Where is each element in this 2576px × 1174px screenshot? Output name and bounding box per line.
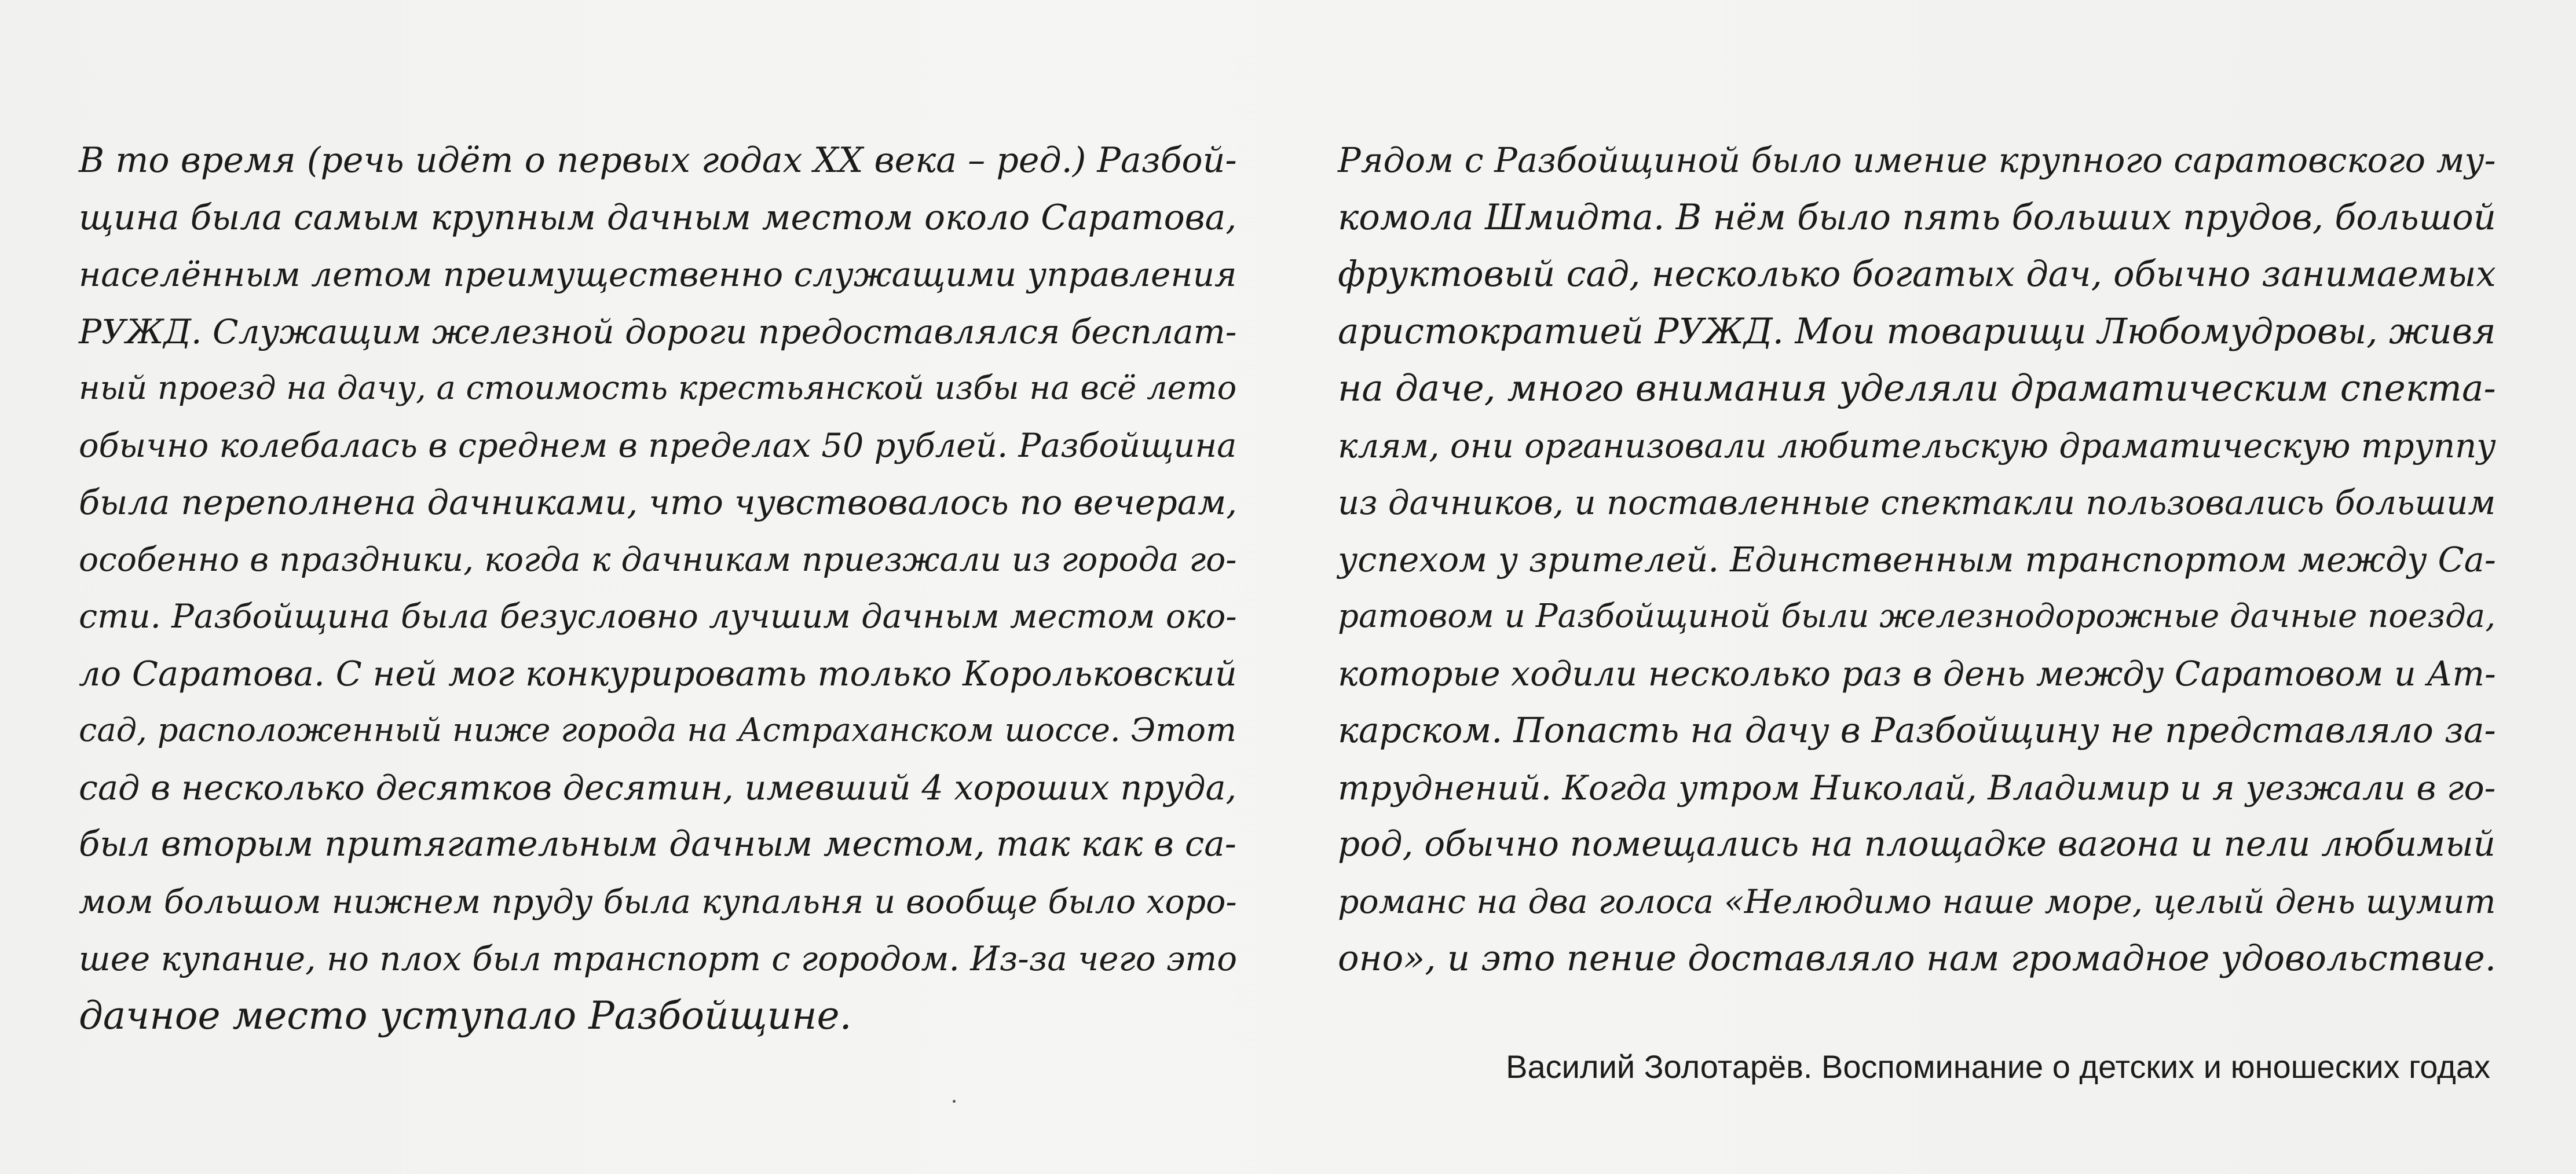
text-line: сад в несколько десятков десятин, имевший 4 хороших пруда, [79,767,1237,808]
text-line: карском. Попасть на дачу в Разбойщину не представляло за- [1338,710,2496,751]
text-line: сти. Разбойщина была безусловно лучшим дачным местом око- [79,597,1237,636]
source-caption: Василий Золотарёв. Воспоминание о детских и юношеских годах [1506,1048,2490,1085]
text-line: была переполнена дачниками, что чувствовалось по вечерам, [79,482,1238,522]
text-line: щина была самым крупным дачным местом около Саратова, [79,197,1237,238]
text-line: мом большом нижнем пруду была купальня и вообще было хоро- [79,882,1237,921]
text-line: клям, они организовали любительскую драматическую труппу [1338,425,2496,465]
text-line: особенно в праздники, когда к дачникам приезжали из города го- [79,540,1237,579]
text-line: РУЖД. Служащим железной дороги предоставлялся бесплат- [79,311,1237,351]
text-line: В то время (речь идёт о первых годах XX века – ред.) Разбой- [79,140,1237,181]
text-line: Рядом с Разбойщиной было имение крупного саратовского му- [1338,140,2496,180]
right-text-column [1338,132,2502,988]
text-line: комола Шмидта. В нём было пять больших прудов, большой [1338,197,2496,238]
text-line: на даче, много внимания уделяли драматическим спекта- [1338,367,2496,409]
text-line: населённым летом преимущественно служащими управления [79,255,1237,294]
left-text-column [79,132,1243,1044]
text-line: романс на два голоса «Нелюдимо наше море, целый день шумит [1338,882,2496,921]
text-line: оно», и это пение доставляло нам громадное удовольствие. [1338,938,2497,979]
text-line: дачное место уступало Разбойщине. [79,993,852,1038]
text-line: фруктовый сад, несколько богатых дач, обычно занимаемых [1338,254,2496,295]
text-line: сад, расположенный ниже города на Астраханском шоссе. Этот [79,711,1237,749]
text-line: из дачников, и поставленные спектакли пользовались большим [1338,483,2496,522]
text-line: аристократией РУЖД. Мои товарищи Любомудровы, живя [1338,310,2496,352]
text-line: которые ходили несколько раз в день между Саратовом и Ат- [1338,654,2496,694]
text-line: ратовом и Разбойщиной были железнодорожные дачные поезда, [1338,597,2496,635]
text-line: был вторым притягательным дачным местом, так как в са- [79,824,1236,864]
print-speck [953,1100,956,1103]
text-line: род, обычно помещались на площадке вагона и пели любимый [1338,824,2496,864]
text-line: ло Саратова. С ней мог конкурировать только Корольковский [79,653,1237,694]
text-line: обычно колебалась в среднем в пределах 50 рублей. Разбойщина [79,425,1237,465]
text-line: труднений. Когда утром Николай, Владимир и я уезжали в го- [1338,768,2496,808]
text-line: шее купание, но плох был транспорт с городом. Из-за чего это [79,939,1238,978]
text-line: ный проезд на дачу, а стоимость крестьянской избы на всё лето [79,369,1237,407]
text-line: успехом у зрителей. Единственным транспортом между Са- [1338,539,2496,579]
